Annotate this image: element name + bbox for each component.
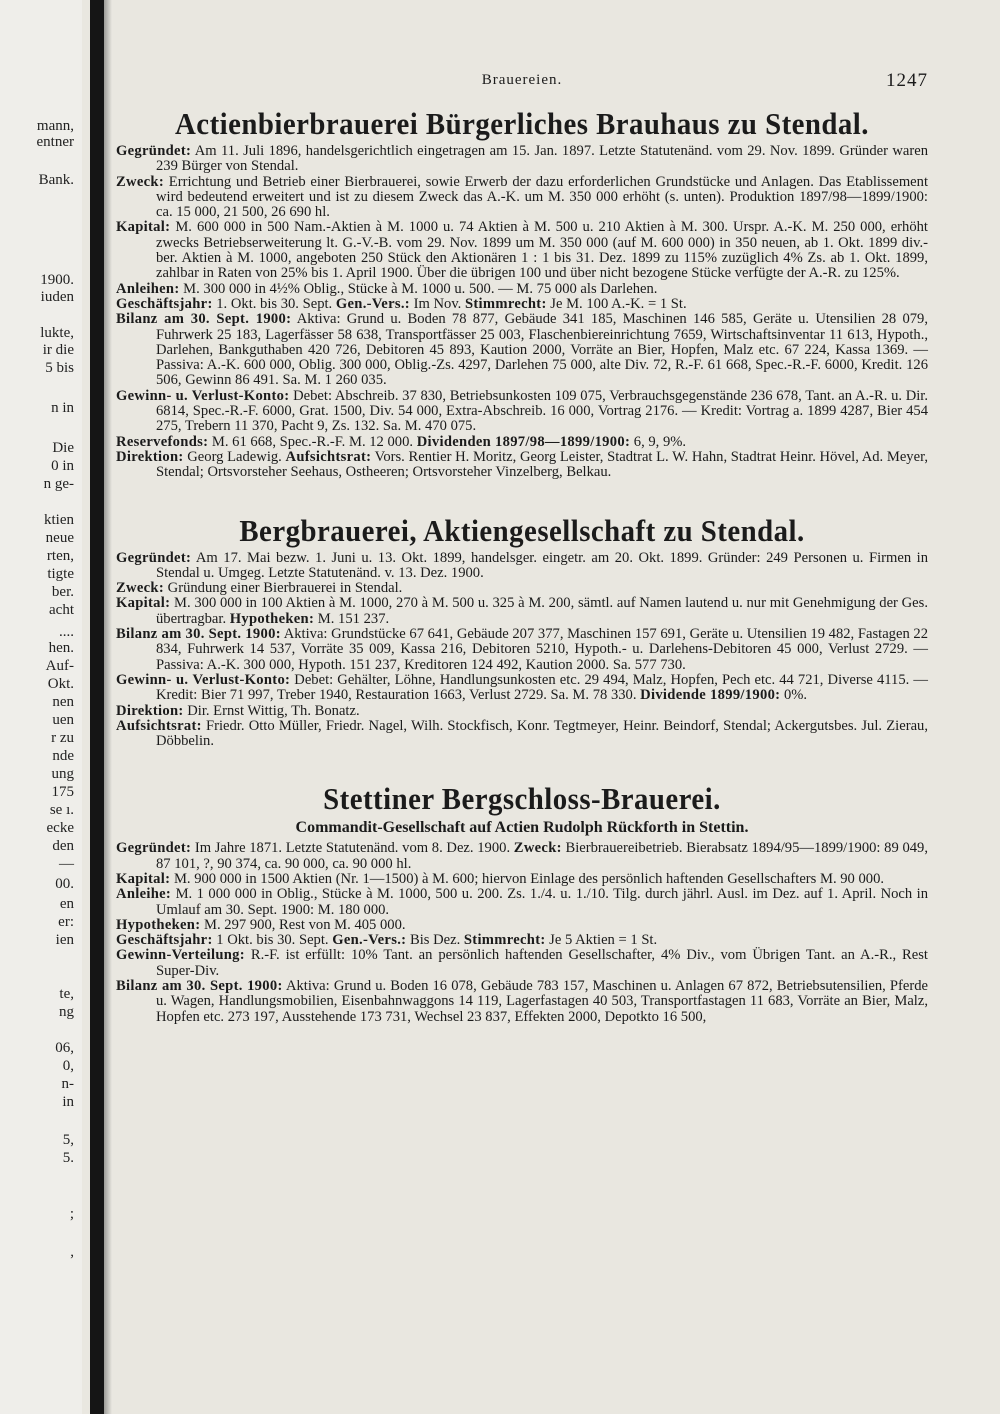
entry-text: Bis Dez. — [406, 932, 464, 949]
running-head — [116, 60, 928, 100]
entry-text: M. 600 000 in 500 Nam.-Aktien à M. 1000 u. 74 Aktien à M. 500 u. 210 Aktien à M. 300. Urspr. A.-K. M. 250 000, erhöht zwecks Betriebserweiterung lt. G.-V.-B. vom 29. Nov. 1899 um M. 350 000 (auf M. 600 000) in 350 neuen, ab 1. Okt. 1899 div.-ber. Aktien à M. 1000, angeboten 250 Stück den Aktionären 1 : 1 bis 31. Dez. 1899 zu 115% zuzüglich 4% Zs. ab 1. Okt. 1899, zahlbar in Raten von 25% bis 1. April 1900. Über die übrigen 100 und über nicht bezogene Stücke verfügte der A.-R. zu 125%. — [156, 219, 928, 282]
entry-text: Aktiva: Grund u. Boden 16 078, Gebäude 783 157, Maschinen u. Anlagen 67 872, Betriebsutensilien, Pferde u. Wagen, Handlungsmobilien, Eisenbahnwaggons 14 119, Lagerfastagen 40 503, Transportfastagen 11 683, Vorräte an Bier, Malz, Hopfen etc. 273 197, Ausstehende 173 731, Wechsel 23 837, Effekten 2000, Depotkto 16 500, — [156, 978, 928, 1025]
margin-fragment: 06, — [55, 1040, 74, 1056]
gutter-shadow — [104, 0, 112, 1414]
entry-text: 1 Okt. bis 30. Sept. — [212, 932, 333, 949]
entry-label: Aufsichtsrat: — [285, 448, 372, 465]
entry-text: 0%. — [780, 687, 808, 704]
margin-fragment: en — [59, 896, 74, 912]
margin-fragment: Bank. — [38, 172, 74, 188]
entry-text: Vors. Rentier H. Moritz, Georg Leister, Stadtrat L. W. Hahn, Stadtrat Heinr. Hövel, Ad. Meyer, Stendal; Ortsvorsteher Seehaus, Ostheeren; Ortsvorsteher Vinzelberg, Belkau. — [156, 448, 929, 481]
entry-label: Hypotheken: — [116, 916, 201, 933]
entry-label: Gewinn-Verteilung: — [116, 947, 245, 964]
entry-label: Gegründet: — [116, 549, 192, 566]
margin-fragment: ; — [69, 1206, 74, 1222]
margin-fragment: ung — [51, 766, 74, 782]
entry-paragraph — [116, 719, 928, 750]
margin-fragment: 00. — [55, 876, 74, 892]
entry-text: Dir. Ernst Wittig, Th. Bonatz. — [183, 702, 360, 719]
company-subtitle: Commandit-Gesellschaft auf Actien Rudolph Rückforth in Stettin. — [295, 819, 749, 837]
margin-fragment: ktien — [44, 512, 74, 528]
entry-paragraph — [116, 673, 928, 704]
entry-paragraph — [116, 175, 928, 221]
margin-fragment: 0 in — [51, 458, 74, 474]
section-gap — [116, 749, 928, 775]
margin-fragment: ecke — [46, 820, 74, 836]
entry-label: Gegründet: — [116, 840, 192, 857]
margin-fragment: rten, — [46, 548, 74, 564]
entry-label: Zweck: — [116, 173, 165, 190]
entry-text: M. 900 000 in 1500 Aktien (Nr. 1—1500) à M. 600; hiervon Einlage des persönlich haftenden Gesellschafters M. 90 000. — [170, 870, 885, 887]
entry-paragraph — [116, 551, 928, 582]
entry-paragraph — [116, 450, 928, 481]
entry-paragraph — [116, 144, 928, 175]
margin-fragment: nde — [52, 748, 74, 764]
margin-fragment: entner — [36, 134, 74, 150]
entry-text: 6, 9, 9%. — [630, 433, 687, 450]
entry-text: Georg Ladewig. — [183, 448, 286, 465]
entry-text: M. 300 000 in 100 Aktien à M. 1000, 270 à M. 500 u. 325 à M. 200, sämtl. auf Namen lautend u. nur mit Genehmigung der Ges. übertragbar. — [156, 595, 928, 627]
entry-text: Gründung einer Bierbrauerei in Stendal. — [164, 580, 403, 597]
entry-text: Debet: Abschreib. 37 830, Betriebsunkosten 109 075, Verbrauchsgegenstände 236 678, Tant. an A.-R. u. Dir. 6814, Spec.-R.-F. 6000, Grat. 1500, Div. 54 000, Extra-Abschreib. 16 000, Vortrag 2176. — Kredit: Vortrag a. 1899 4287, Bier 454 275, Trebern 11 370, Pacht 9, Zs. 132. Sa. M. 470 075. — [156, 387, 928, 435]
entry-text: Debet: Gehälter, Löhne, Handlungsunkosten etc. 29 494, Malz, Hopfen, Pech etc. 44 721, Diverse 4115. — Kredit: Bier 71 997, Treber 1940, Restauration 1663, Verlust 2729. Sa. M. 78 330. — [156, 671, 928, 704]
entry-text: Bierbrauereibetrieb. Bierabsatz 1894/95—1899/1900: 89 049, 87 101, ?, 90 374, ca. 90 000, ca. 90 000 hl. — [156, 840, 928, 872]
margin-fragment: se ı. — [49, 802, 74, 818]
entry-text: M. 61 668, Spec.-R.-F. M. 12 000. — [208, 433, 417, 450]
company-section-2 — [116, 513, 928, 750]
entry-text: Je 5 Aktien = 1 St. — [545, 932, 658, 949]
entry-text: Am 17. Mai bezw. 1. Juni u. 13. Okt. 1899, handelsger. eingetr. am 20. Okt. 1899. Gründer: 249 Personen u. Firmen in Stendal u. Umgeg. Letzte Statutenänd. v. 13. Dez. 1900. — [156, 549, 928, 581]
page-number: 1247 — [886, 70, 928, 91]
entry-label: Zweck: — [513, 840, 562, 857]
entry-label: Dividende 1899/1900: — [640, 687, 781, 704]
entry-paragraph — [116, 948, 928, 979]
margin-fragment: hen. — [48, 640, 74, 656]
entry-label: Aufsichtsrat: — [116, 717, 202, 734]
margin-fragment: ng — [59, 1004, 74, 1020]
entry-label: Direktion: — [116, 448, 184, 465]
entry-text: Friedr. Otto Müller, Friedr. Nagel, Wilh. Stockfisch, Konr. Tegtmeyer, Heinr. Beindorf, Stendal; Ackergutsbes. Jul. Zierau, Döbbelin. — [156, 717, 928, 750]
company-entries — [116, 551, 928, 750]
entry-label: Zweck: — [116, 580, 165, 597]
entry-paragraph — [116, 918, 928, 933]
entry-label: Gegründet: — [116, 143, 192, 159]
company-title: Stettiner Bergschloss-Brauerei. — [323, 781, 721, 817]
margin-fragment: acht — [49, 602, 74, 618]
entry-paragraph — [116, 297, 928, 312]
entry-label: Gewinn- u. Verlust-Konto: — [116, 387, 290, 404]
entry-text: M. 300 000 in 4½% Oblig., Stücke à M. 1000 u. 500. — M. 75 000 als Darlehen. — [179, 280, 658, 297]
entry-paragraph — [116, 596, 928, 627]
company-title: Actienbierbrauerei Bürgerliches Brauhaus zu Stendal. — [175, 106, 869, 141]
entry-label: Kapital: — [116, 595, 171, 612]
entry-paragraph — [116, 841, 928, 872]
company-entries — [116, 144, 928, 481]
margin-fragment: ien — [55, 932, 74, 948]
entry-paragraph — [116, 220, 928, 281]
margin-fragment: tigte — [47, 566, 74, 582]
margin-fragment: uen — [52, 712, 74, 728]
entry-text: Im Jahre 1871. Letzte Statutenänd. vom 8. Dez. 1900. — [191, 840, 514, 857]
entry-label: Gewinn- u. Verlust-Konto: — [116, 671, 291, 688]
margin-fragment: — — [59, 856, 74, 872]
margin-fragment: Okt. — [47, 676, 74, 692]
entry-paragraph — [116, 435, 928, 450]
company-section-1 — [116, 106, 928, 481]
entry-text: M. 297 900, Rest von M. 405 000. — [200, 916, 406, 933]
margin-fragment: 1900. — [40, 272, 74, 288]
margin-fragment: te, — [59, 986, 74, 1002]
entry-label: Geschäftsjahr: — [116, 932, 213, 949]
margin-fragment: neue — [45, 530, 74, 546]
entry-text: Im Nov. — [409, 295, 465, 312]
entry-paragraph — [116, 704, 928, 719]
entry-text: Am 11. Juli 1896, handelsgerichtlich eingetragen am 15. Jan. 1897. Letzte Statutenänd. vom 29. Nov. 1899. Gründer waren 239 Bürger von Stendal. — [156, 143, 928, 175]
margin-fragment: in — [62, 1094, 74, 1110]
entry-label: Bilanz am 30. Sept. 1900: — [116, 311, 292, 328]
margin-fragment: den — [52, 838, 74, 854]
page — [116, 60, 928, 1400]
entry-paragraph — [116, 627, 928, 673]
entry-text: R.-F. ist erfüllt: 10% Tant. an persönlich haftenden Gesellschafter, 4% Div., vom Übrigen Tant. an A.-R., Rest Super-Div. — [156, 947, 928, 979]
entry-label: Gen.-Vers.: — [332, 932, 407, 949]
entry-label: Direktion: — [116, 702, 184, 719]
entry-label: Stimmrecht: — [463, 932, 546, 949]
entry-paragraph — [116, 312, 928, 388]
margin-fragment: Auf- — [45, 658, 74, 674]
entry-label: Bilanz am 30. Sept. 1900: — [116, 978, 283, 995]
entry-text: Je M. 100 A.-K. = 1 St. — [546, 295, 687, 312]
margin-fragment: , — [70, 1244, 74, 1260]
company-section-3 — [116, 781, 928, 1025]
entry-label: Reservefonds: — [116, 433, 209, 450]
entry-text: 1. Okt. bis 30. Sept. — [212, 295, 336, 312]
margin-fragment: 5. — [62, 1150, 74, 1166]
entry-label: Bilanz am 30. Sept. 1900: — [116, 626, 281, 643]
entry-paragraph — [116, 282, 928, 297]
margin-fragment: 175 — [51, 784, 74, 800]
entry-paragraph — [116, 872, 928, 887]
margin-fragment: nen — [52, 694, 74, 710]
margin-fragment: Die — [52, 440, 74, 456]
margin-fragment: n- — [61, 1076, 74, 1092]
margin-fragment: mann, — [36, 118, 74, 134]
entry-text: M. 151 237. — [314, 610, 390, 627]
margin-fragment: 5 bis — [45, 360, 74, 376]
previous-page-margin — [0, 0, 82, 1414]
margin-fragment: n ge- — [43, 476, 74, 492]
company-entries — [116, 841, 928, 1025]
margin-fragment: r zu — [51, 730, 74, 746]
entry-label: Kapital: — [116, 870, 171, 887]
margin-fragment: n in — [51, 400, 74, 416]
entry-paragraph — [116, 979, 928, 1025]
margin-fragment: iuden — [40, 289, 74, 305]
entry-label: Anleihen: — [116, 280, 180, 297]
margin-fragment: lukte, — [40, 325, 74, 341]
entry-text: Errichtung und Betrieb einer Bierbrauerei, sowie Erwerb der dazu erforderlichen Grundstücke und Anlagen. Das Etablissement wird bedeutend erweitert und ist zu diesem Zweck das A.-K. um M. 350 000 erhöht (s. unten). Produktion 1897/98—1899/1900: ca. 15 000, 21 500, 26 690 hl. — [156, 173, 928, 221]
entry-label: Anleihe: — [116, 886, 172, 903]
book-gutter — [90, 0, 104, 1414]
entry-paragraph — [116, 887, 928, 918]
entry-text: Aktiva: Grund u. Boden 78 877, Gebäude 341 185, Maschinen 146 585, Geräte u. Utensilien 28 079, Fuhrwerk 25 183, Lagerfässer 58 638, Transportfässer 25 003, Flaschenbiereinrichtung 7659, Wirtschaftsinventar 11 613, Hypoth., Darlehen, Bankguthaben 420 726, Debitoren 45 893, Kaution 2000, Vorräte an Bier, Hopfen, Malz etc. 67 224, Kassa 1369. — Passiva: A.-K. 600 000, Oblig. 300 000, Oblig.-Zs. 4297, Darlehen 75 000, alte Div. 72, R.-F. 61 668, Spec.-R.-F. 6000, Kredit. 126 506, Gewinn 86 491. Sa. M. 1 260 035. — [156, 311, 928, 389]
company-title: Bergbrauerei, Aktiengesellschaft zu Stendal. — [239, 512, 805, 548]
entry-label: Kapital: — [116, 219, 171, 236]
entry-text: Aktiva: Grundstücke 67 641, Gebäude 207 377, Maschinen 157 691, Geräte u. Utensilien 19 482, Fastagen 22 834, Fuhrwerk 14 537, Vorräte 35 009, Kassa 216, Debitoren 5210, Hypoth.- u. Darlehens-Debitoren 45 000, Verlust 2729. — Passiva: A.-K. 300 000, Hypoth. 151 237, Kreditoren 124 492, Kaution 2000. Sa. 577 730. — [156, 626, 928, 673]
entry-label: Dividenden 1897/98—1899/1900: — [416, 433, 631, 450]
entry-label: Stimmrecht: — [464, 295, 547, 312]
entry-paragraph — [116, 581, 928, 596]
entry-text: M. 1 000 000 in Oblig., Stücke à M. 1000, 500 u. 200. Zs. 1./4. u. 1./10. Tilg. durch jährl. Ausl. im Dez. auf 1. April. Noch in Umlauf am 30. Sept. 1900: M. 180 000. — [156, 886, 928, 918]
margin-fragment: er: — [58, 914, 74, 930]
entry-label: Geschäftsjahr: — [116, 295, 213, 312]
entry-paragraph — [116, 389, 928, 435]
entry-label: Hypotheken: — [229, 610, 315, 627]
section-gap — [116, 481, 928, 507]
running-title: Brauereien. — [481, 72, 563, 88]
margin-fragment: ir die — [42, 342, 74, 358]
margin-fragment: 0, — [62, 1058, 74, 1074]
margin-fragment: 5, — [62, 1132, 74, 1148]
margin-fragment: .... — [59, 624, 74, 640]
margin-fragment: ber. — [51, 584, 74, 600]
entry-label: Gen.-Vers.: — [335, 295, 410, 312]
